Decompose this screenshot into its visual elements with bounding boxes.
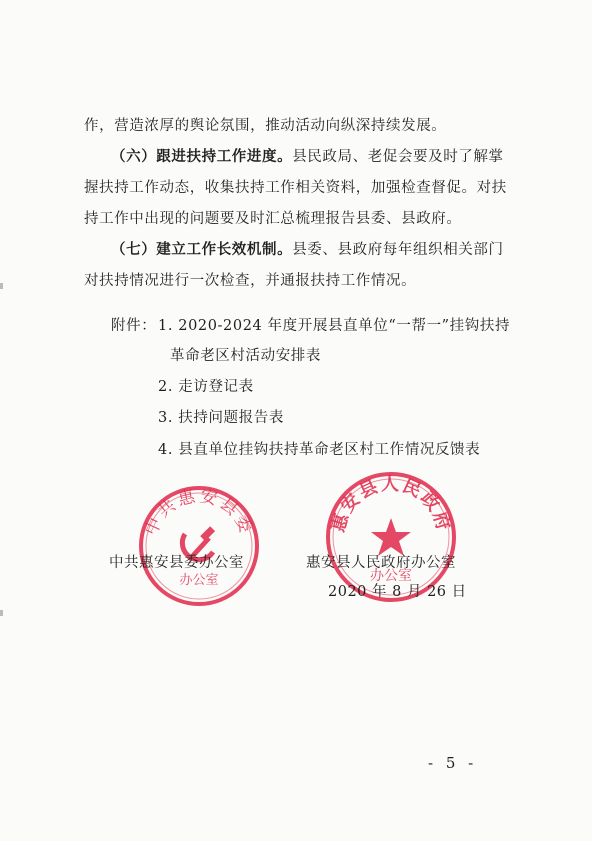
signing-org-1: 中共惠安县委办公室 xyxy=(109,555,244,571)
attachment-item-4: 4. 县直单位挂钩扶持革命老区村工作情况反馈表 xyxy=(158,442,481,458)
body-text: 县委、县政府每年组织相关部门 xyxy=(292,242,504,258)
paragraph-7-line-1 xyxy=(111,240,504,260)
body-line: 持工作中出现的问题要及时汇总梳理报告县委、县政府。 xyxy=(84,211,462,227)
seal-2-arc-text: 惠安县人民政府 xyxy=(327,474,455,535)
body-line: 作，营造浓厚的舆论氛围，推动活动向纵深持续发展。 xyxy=(84,118,447,134)
party-committee-seal xyxy=(137,484,261,608)
binding-mark xyxy=(0,610,3,616)
attachment-item-1: 1. 2020-2024 年度开展县直单位“一帮一”挂钩扶持 xyxy=(158,318,511,334)
signing-org-2: 惠安县人民政府办公室 xyxy=(306,555,456,571)
seal-2-bottom-text: 办公室 xyxy=(370,568,412,584)
page-number: - 5 - xyxy=(428,754,478,772)
body-line: 握扶持工作动态，收集扶持工作相关资料，加强检查督促。对扶 xyxy=(84,180,507,196)
body-text: 县民政局、老促会要及时了解掌 xyxy=(292,149,504,165)
signing-date: 2020 年 8 月 26 日 xyxy=(328,584,467,600)
seal-1-bottom-text: 办公室 xyxy=(179,573,219,588)
binding-mark xyxy=(0,283,3,289)
attachment-item-1-cont: 革命老区村活动安排表 xyxy=(170,348,321,364)
attachment-item-3: 3. 扶持问题报告表 xyxy=(158,410,284,426)
body-line: 对扶持情况进行一次检查，并通报扶持工作情况。 xyxy=(84,273,417,289)
paragraph-6-line-1 xyxy=(111,147,504,167)
seal-1-arc-text: 中共惠安县委 xyxy=(141,486,257,539)
paragraph-7-heading: （七）建立工作长效机制。 xyxy=(111,241,293,258)
attachment-item-2: 2. 走访登记表 xyxy=(158,379,254,395)
attachments-label: 附件： xyxy=(111,318,157,334)
paragraph-6-heading: （六）跟进扶持工作进度。 xyxy=(111,148,293,165)
